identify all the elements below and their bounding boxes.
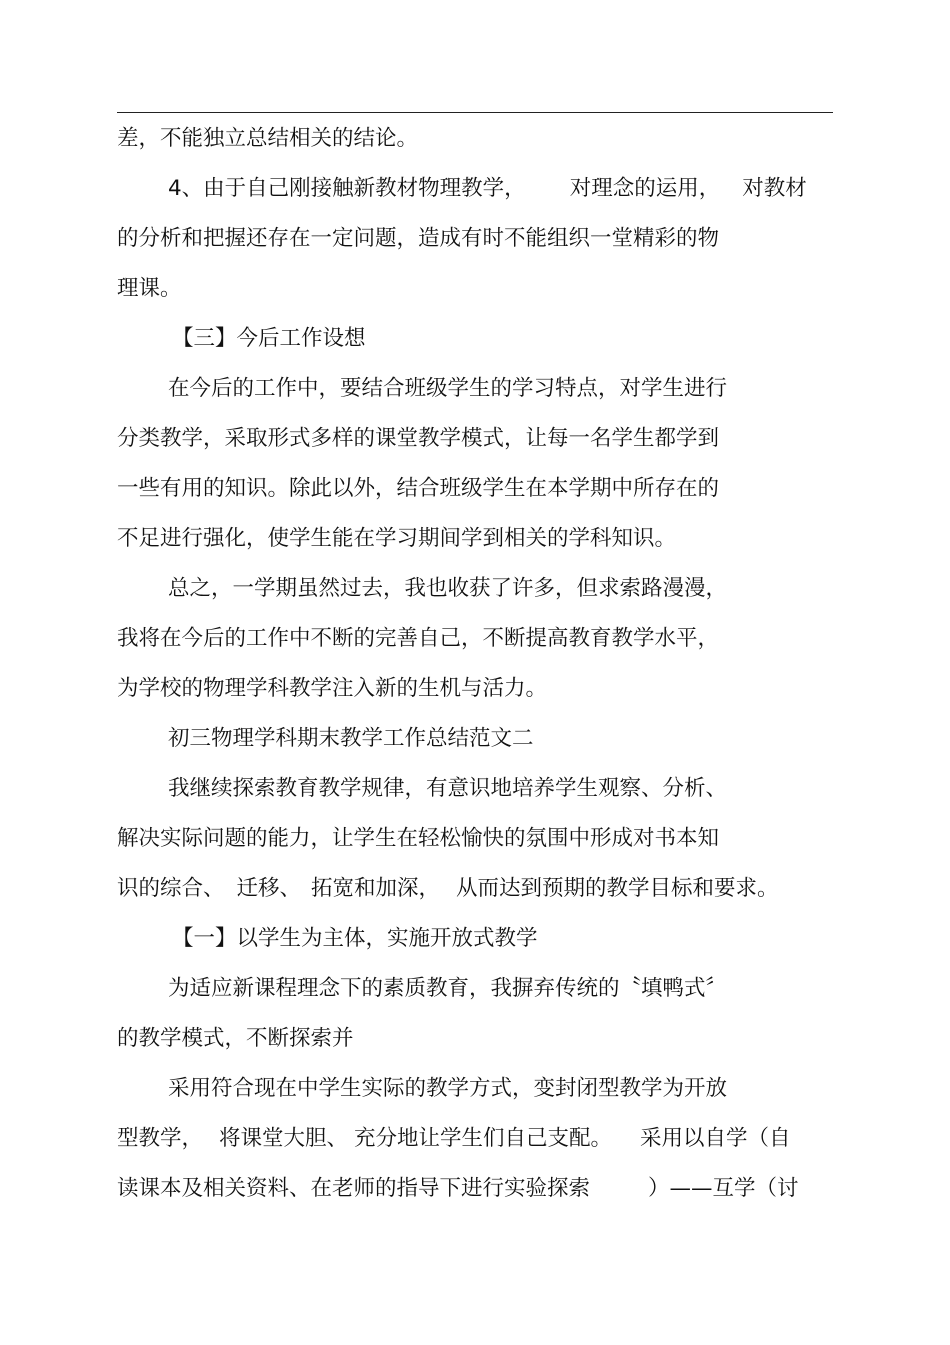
- text-line: 读课本及相关资料、在老师的指导下进行实验探索 ）——互学（讨: [117, 1176, 799, 1201]
- text-line: 型教学， 将课堂大胆、 充分地让学生们自己支配。 采用以自学（自: [117, 1126, 791, 1151]
- text-line: 一些有用的知识。除此以外，结合班级学生在本学期中所存在的: [117, 476, 720, 501]
- text-line: 采用符合现在中学生实际的教学方式，变封闭型教学为开放: [168, 1076, 728, 1101]
- text-line: 解决实际问题的能力，让学生在轻松愉快的氛围中形成对书本知: [117, 826, 720, 851]
- text-line: 为适应新课程理念下的素质教育，我摒弃传统的〝填鸭式〞: [168, 976, 728, 1001]
- text-line: 我继续探索教育教学规律，有意识地培养学生观察、分析、: [168, 776, 728, 801]
- text-line: 的分析和把握还存在一定问题，造成有时不能组织一堂精彩的物: [117, 226, 720, 251]
- text-line: 识的综合、 迁移、 拓宽和加深， 从而达到预期的教学目标和要求。: [117, 876, 779, 901]
- text-line: 差，不能独立总结相关的结论。: [117, 126, 419, 151]
- header-rule: [117, 112, 833, 113]
- text-line: 分类教学，采取形式多样的课堂教学模式，让每一名学生都学到: [117, 426, 720, 451]
- text-line: 理课。: [117, 276, 182, 301]
- section-heading: 【一】以学生为主体，实施开放式教学: [172, 926, 538, 951]
- text-line: 总之，一学期虽然过去，我也收获了许多，但求索路漫漫，: [168, 576, 728, 601]
- section-heading: 【三】今后工作设想: [172, 326, 366, 351]
- text-line: 我将在今后的工作中不断的完善自己，不断提高教育教学水平，: [117, 626, 720, 651]
- section-title: 初三物理学科期末教学工作总结范文二: [168, 726, 534, 751]
- text-line: 为学校的物理学科教学注入新的生机与活力。: [117, 676, 548, 701]
- text-line: 4、由于自己刚接触新教材物理教学， 对理念的运用， 对教材: [168, 176, 807, 201]
- text-line: 在今后的工作中，要结合班级学生的学习特点，对学生进行: [168, 376, 728, 401]
- text-line: 不足进行强化，使学生能在学习期间学到相关的学科知识。: [117, 526, 677, 551]
- text-line: 的教学模式，不断探索并: [117, 1026, 354, 1051]
